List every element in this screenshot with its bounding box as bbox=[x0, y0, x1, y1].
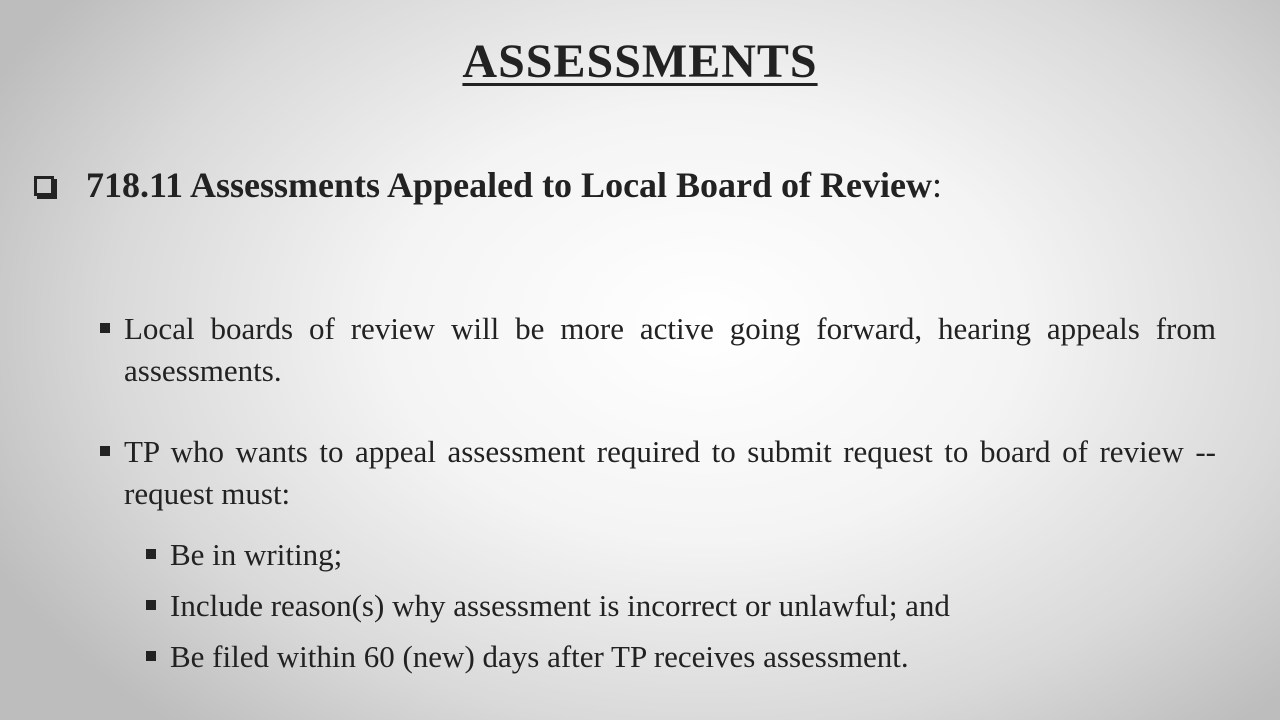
sub-bullet-text: Include reason(s) why assessment is incorrect or unlawful; and bbox=[170, 588, 950, 623]
sub-bullet-item bbox=[146, 534, 1226, 576]
main-point-label: 718.11 Assessments Appealed to Local Board of Review bbox=[86, 165, 932, 205]
bullet-item bbox=[100, 308, 1216, 392]
bullet-text: Local boards of review will be more active going forward, hearing appeals from assessments. bbox=[124, 311, 1216, 388]
slide-title: ASSESSMENTS bbox=[462, 35, 818, 88]
main-point-colon: : bbox=[932, 165, 943, 205]
square-bullet-icon bbox=[146, 651, 156, 661]
square-bullet-icon bbox=[100, 323, 110, 333]
main-point-text bbox=[86, 162, 942, 208]
square-bullet-icon bbox=[146, 600, 156, 610]
bullet-item bbox=[100, 431, 1216, 515]
sub-bullet-item bbox=[146, 636, 1226, 678]
sub-bullet-text: Be filed within 60 (new) days after TP receives assessment. bbox=[170, 639, 909, 674]
sub-bullet-text: Be in writing; bbox=[170, 537, 343, 572]
square-bullet-icon bbox=[146, 549, 156, 559]
square-bullet-icon bbox=[100, 446, 110, 456]
bullet-text: TP who wants to appeal assessment required to submit request to board of review -- request must: bbox=[124, 434, 1216, 511]
sub-bullet-item bbox=[146, 585, 1226, 627]
main-point bbox=[34, 162, 1214, 208]
checkbox-bullet-icon bbox=[34, 176, 54, 196]
